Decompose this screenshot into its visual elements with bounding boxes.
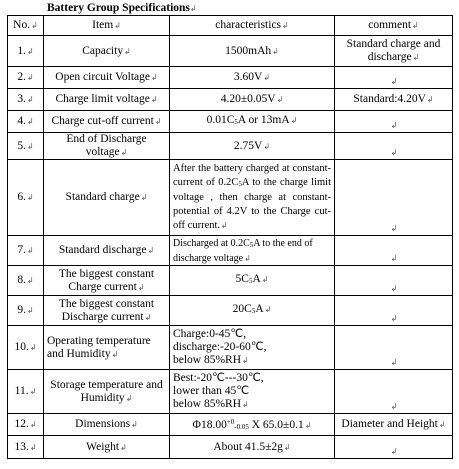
row-characteristics: Best:-20℃---30℃, lower than 45℃ below 85%RH↲ bbox=[170, 370, 335, 414]
table-row bbox=[8, 326, 453, 370]
row-characteristics: $5C_5A↲$ bbox=[170, 266, 335, 296]
table-row bbox=[8, 414, 453, 436]
paragraph-mark: ↲ bbox=[189, 4, 197, 13]
spec-table bbox=[7, 15, 453, 459]
row-no: 10.↲ bbox=[8, 326, 44, 370]
row-comment: ↲ bbox=[335, 133, 453, 160]
row-item: The biggest constant Charge current↲ bbox=[44, 266, 170, 296]
table-title-text: Battery Group Specifications bbox=[47, 2, 190, 14]
row-no: 2.↲ bbox=[8, 67, 44, 89]
row-comment: ↲ bbox=[335, 236, 453, 266]
row-no: 8.↲ bbox=[8, 266, 44, 296]
header-item: Item↲ bbox=[44, 16, 170, 36]
table-row bbox=[8, 160, 453, 236]
row-characteristics: $\Phi 18.00^{+0}_{-0.05}$ X 65.0±0.1↲ bbox=[170, 414, 335, 436]
table-row bbox=[8, 89, 453, 111]
header-no: No.↲ bbox=[8, 16, 44, 36]
row-item: The biggest constant Discharge current↲ bbox=[44, 296, 170, 326]
row-item: Dimensions↲ bbox=[44, 414, 170, 436]
table-row bbox=[8, 296, 453, 326]
row-comment: ↲ bbox=[335, 67, 453, 89]
row-no: 12.↲ bbox=[8, 414, 44, 436]
table-row bbox=[8, 36, 453, 67]
row-no: 7.↲ bbox=[8, 236, 44, 266]
table-row bbox=[8, 370, 453, 414]
row-comment: Diameter and Height↲ bbox=[335, 414, 453, 436]
row-item: Standard discharge↲ bbox=[44, 236, 170, 266]
table-row bbox=[8, 133, 453, 160]
row-characteristics: 2.75V↲ bbox=[170, 133, 335, 160]
row-comment: ↲ bbox=[335, 266, 453, 296]
row-item: Capacity↲ bbox=[44, 36, 170, 67]
table-row bbox=[8, 436, 453, 459]
row-no: 3.↲ bbox=[8, 89, 44, 111]
row-characteristics: After the battery charged at constant-current of $0.2C_5A$ to the charge limit voltage , then charge at constant-potential of 4.2V to the Charge cut-off current.↲ bbox=[170, 160, 335, 236]
row-comment: ↲ bbox=[335, 111, 453, 133]
table-row bbox=[8, 67, 453, 89]
row-no: 9.↲ bbox=[8, 296, 44, 326]
header-characteristics: characteristics↲ bbox=[170, 16, 335, 36]
row-comment: ↲ bbox=[335, 370, 453, 414]
row-item: Charge limit voltage↲ bbox=[44, 89, 170, 111]
header-comment: comment↲ bbox=[335, 16, 453, 36]
row-comment: Standard:4.20V↲ bbox=[335, 89, 453, 111]
row-item: Operating temperature and Humidity↲ bbox=[44, 326, 170, 370]
row-comment: Standard charge and discharge↲ bbox=[335, 36, 453, 67]
row-characteristics: Charge:0-45℃, discharge:-20-60℃, below 85%RH↲ bbox=[170, 326, 335, 370]
row-item: Weight↲ bbox=[44, 436, 170, 459]
row-characteristics: Discharged at $0.2C_5A$ to the end of discharge voltage↲ bbox=[170, 236, 335, 266]
row-item: Open circuit Voltage↲ bbox=[44, 67, 170, 89]
row-characteristics: About 41.5±2g↲ bbox=[170, 436, 335, 459]
table-row bbox=[8, 236, 453, 266]
row-no: 1.↲ bbox=[8, 36, 44, 67]
header-row bbox=[8, 16, 453, 36]
table-title bbox=[47, 2, 197, 14]
row-characteristics: 3.60V↲ bbox=[170, 67, 335, 89]
row-no: 13.↲ bbox=[8, 436, 44, 459]
row-no: 4.↲ bbox=[8, 111, 44, 133]
table-row bbox=[8, 111, 453, 133]
row-item: Storage temperature and Humidity↲ bbox=[44, 370, 170, 414]
row-comment: ↲ bbox=[335, 296, 453, 326]
row-characteristics: 1500mAh↲ bbox=[170, 36, 335, 67]
row-no: 6.↲ bbox=[8, 160, 44, 236]
table-row bbox=[8, 266, 453, 296]
row-characteristics: 4.20±0.05V↲ bbox=[170, 89, 335, 111]
row-comment: ↲ bbox=[335, 160, 453, 236]
row-item: Standard charge↲ bbox=[44, 160, 170, 236]
row-no: 5.↲ bbox=[8, 133, 44, 160]
row-characteristics: $0.01C_5A$ or 13mA↲ bbox=[170, 111, 335, 133]
row-item: End of Discharge voltage↲ bbox=[44, 133, 170, 160]
row-item: Charge cut-off current↲ bbox=[44, 111, 170, 133]
row-no: 11.↲ bbox=[8, 370, 44, 414]
row-characteristics: $20C_5A↲$ bbox=[170, 296, 335, 326]
row-comment: ↲ bbox=[335, 326, 453, 370]
row-comment: ↲ bbox=[335, 436, 453, 459]
